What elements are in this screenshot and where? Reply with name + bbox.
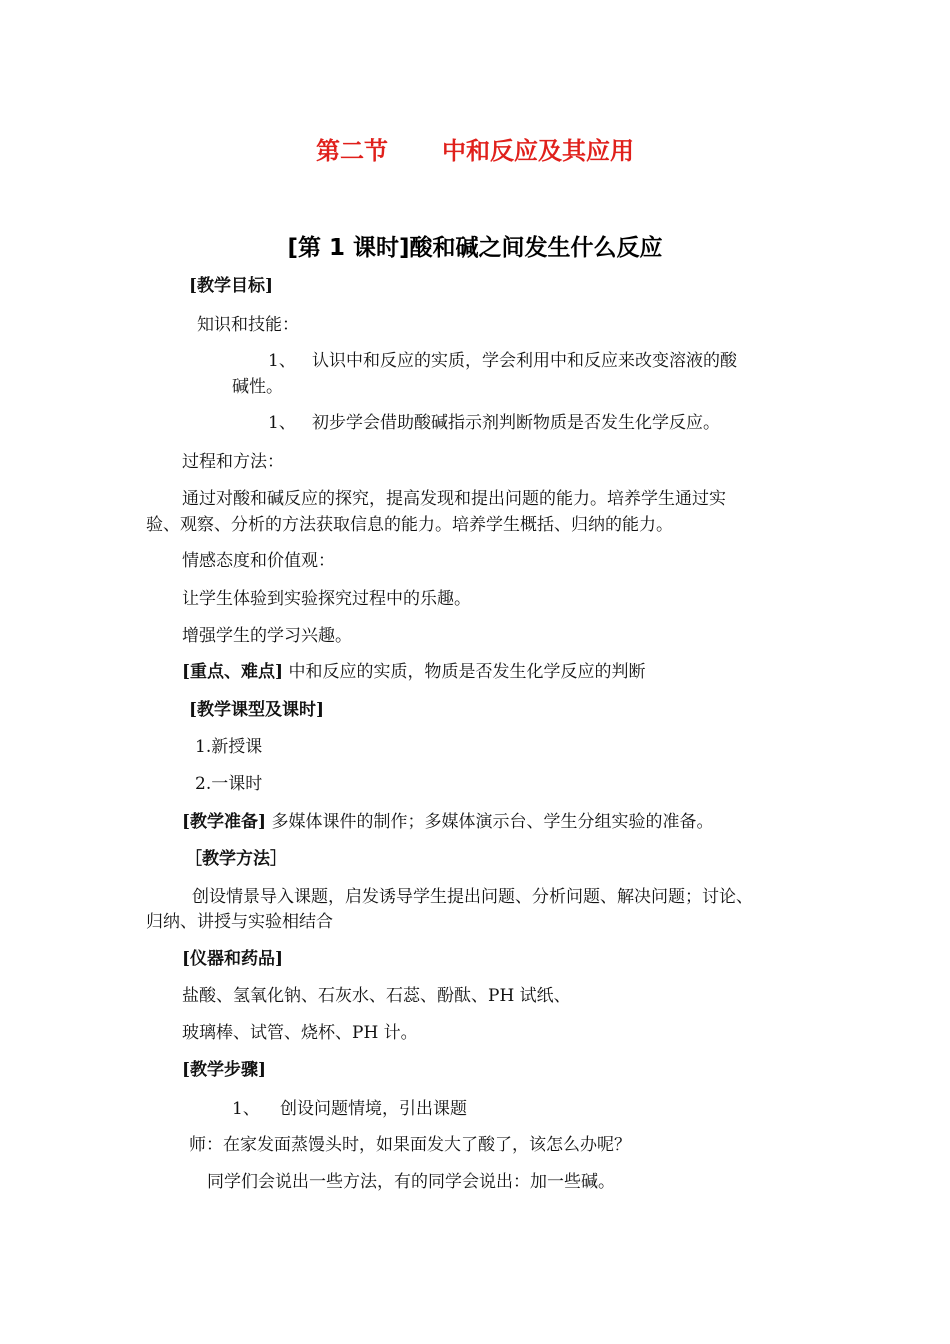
lesson-type-item-1: 1.新授课 [195,737,263,757]
title-topic: 中和反应及其应用 [442,137,634,165]
objective-item-1 [268,350,737,372]
objective-item-2 [268,412,720,434]
lesson-type-item-2: 2.一课时 [195,774,263,794]
objective-item-2-text: 初步学会借助酸碱指示剂判断物质是否发生化学反应。 [312,413,720,433]
materials-line-1: 盐酸、氢氧化钠、石灰水、石蕊、酚酞、PH 试纸、 [182,986,571,1006]
knowledge-heading: 知识和技能： [197,315,299,335]
emotion-text-line-2: 增强学生的学习兴趣。 [182,626,352,646]
objective-item-1-continued: 碱性。 [232,377,283,397]
preparation [182,811,714,833]
key-points-text: 中和反应的实质，物质是否发生化学反应的判断 [283,662,646,682]
teacher-question: 师：在家发面蒸馒头时，如果面发大了酸了，该怎么办呢？ [189,1135,631,1155]
key-points [182,661,646,683]
page-title [0,136,950,166]
preparation-text: 多媒体课件的制作；多媒体演示台、学生分组实验的准备。 [266,812,714,832]
methods-heading: ［教学方法］ [185,849,287,869]
methods-text-line-1: 创设情景导入课题，启发诱导学生提出问题、分析问题、解决问题；讨论、 [192,887,753,907]
lesson-type-heading: [教学课型及课时] [189,700,325,720]
materials-line-2: 玻璃棒、试管、烧杯、PH 计。 [182,1023,418,1043]
step-item-1-text: 创设问题情境，引出课题 [280,1099,467,1119]
key-points-label: [重点、难点] [182,662,284,682]
objectives-heading: [教学目标] [189,276,274,296]
steps-heading: [教学步骤] [182,1060,267,1080]
process-text-line-1: 通过对酸和碱反应的探究，提高发现和提出问题的能力。培养学生通过实 [182,489,726,509]
step-item-1-number: 1、 [232,1099,260,1119]
process-heading: 过程和方法： [182,452,284,472]
lesson-subtitle: [第 1 课时]酸和碱之间发生什么反应 [287,235,663,261]
student-answer: 同学们会说出一些方法，有的同学会说出：加一些碱。 [207,1172,615,1192]
step-item-1 [232,1098,467,1120]
emotion-text-line-1: 让学生体验到实验探究过程中的乐趣。 [182,589,471,609]
methods-text-line-2: 归纳、讲授与实验相结合 [146,912,333,932]
objective-item-1-number: 1、 [268,351,296,371]
objective-item-2-number: 1、 [268,413,296,433]
materials-heading: [仪器和药品] [182,949,284,969]
preparation-label: [教学准备] [182,812,267,832]
process-text-line-2: 验、观察、分析的方法获取信息的能力。培养学生概括、归纳的能力。 [146,515,673,535]
title-section: 第二节 [316,137,388,165]
emotion-heading: 情感态度和价值观： [182,551,335,571]
objective-item-1-text: 认识中和反应的实质，学会利用中和反应来改变溶液的酸 [312,351,737,371]
